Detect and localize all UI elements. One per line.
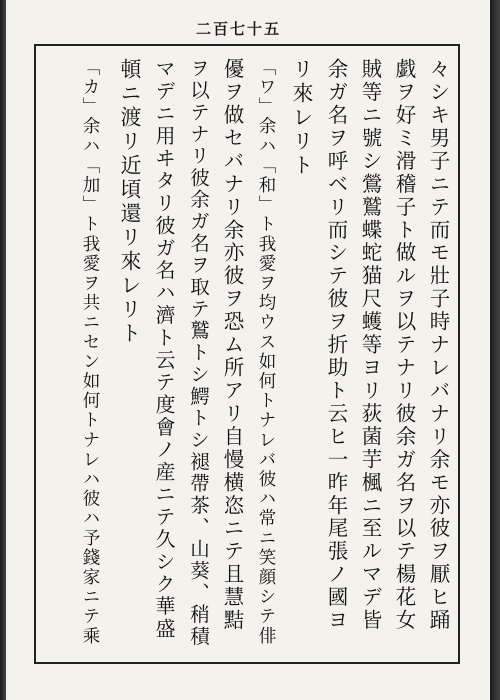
text-column-7: 優ヲ做セバナリ余亦彼ヲ恐ム所アリ自慢横恣ニテ且慧黠: [220, 58, 244, 632]
text-frame: [34, 44, 460, 664]
text-column-11: 「カ」余ハ「加」ト我愛ヲ共ニセン如何トナレハ彼ハ予錢家ニテ乘: [80, 58, 100, 646]
page-edge-left: [0, 0, 6, 700]
text-column-3: 賊等ニ號シ鶯鷲蝶蛇猫尺蠖等ヨリ荻菌芋楓ニ至ルマデ皆: [358, 58, 382, 632]
text-column-5: リ來レリト: [290, 58, 314, 178]
text-column-1: 々シキ男子ニテ而モ壯子時ナレバナリ余モ亦彼ヲ厭ヒ踊: [426, 58, 450, 632]
page-edge-right: [490, 0, 500, 700]
text-column-9: マデニ用ヰタリ彼ガ名ハ濟ト云テ度會ノ産ニテ久シク華盛: [152, 58, 176, 641]
text-column-2: 戯ヲ好ミ滑稽子ト做ルヲ以テナリ彼余ガ名ヲ以テ楊花女: [392, 58, 416, 632]
page-number-header: 二百七十五: [196, 20, 282, 38]
text-column-6: 「ワ」余ハ「和」ト我愛ヲ均ウス如何トナレバ彼ハ常ニ笑顔シテ俳: [256, 58, 276, 646]
text-column-8: ヲ以テナリ彼余ガ名ヲ取テ鷲トシ鰐トシ褪帶茶、山葵、稍積: [187, 58, 210, 648]
text-column-4: 余ガ名ヲ呼ベリ而シテ彼ヲ折助ト云ヒ一昨年尾張ノ國ヨ: [324, 58, 348, 632]
text-column-10: 頓ニ渡リ近頃還リ來レリト: [118, 58, 142, 346]
